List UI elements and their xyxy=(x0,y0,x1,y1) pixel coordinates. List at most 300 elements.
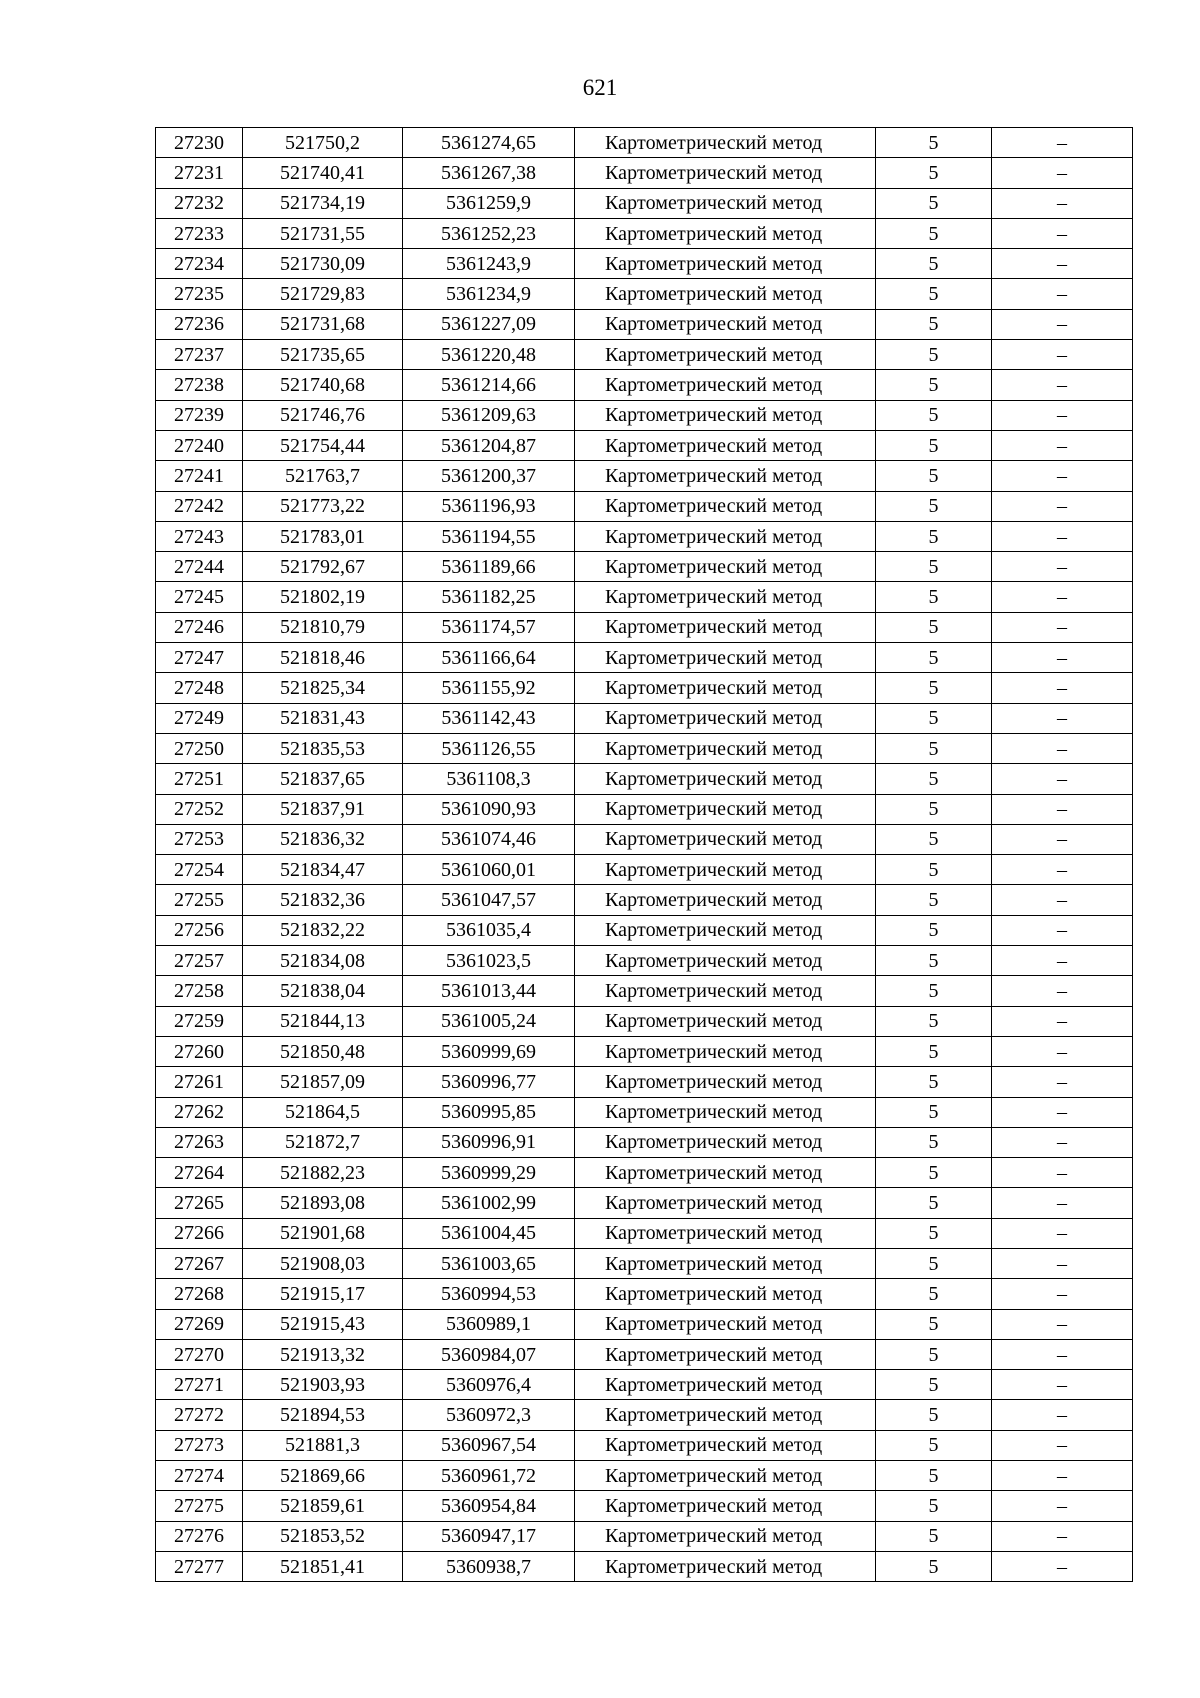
x-coordinate-cell: 521832,22 xyxy=(243,915,403,945)
description-cell: – xyxy=(992,1370,1133,1400)
point-number-cell: 27261 xyxy=(156,1067,243,1097)
point-number-cell: 27256 xyxy=(156,915,243,945)
x-coordinate-cell: 521773,22 xyxy=(243,491,403,521)
method-cell: Картометрический метод xyxy=(575,673,876,703)
description-cell: – xyxy=(992,1158,1133,1188)
table-row xyxy=(156,673,1133,703)
description-cell: – xyxy=(992,612,1133,642)
y-coordinate-cell: 5361155,92 xyxy=(403,673,575,703)
description-cell: – xyxy=(992,1006,1133,1036)
x-coordinate-cell: 521731,55 xyxy=(243,218,403,248)
description-cell: – xyxy=(992,1339,1133,1369)
x-coordinate-cell: 521750,2 xyxy=(243,128,403,158)
x-coordinate-cell: 521864,5 xyxy=(243,1097,403,1127)
accuracy-cell: 5 xyxy=(876,491,992,521)
y-coordinate-cell: 5361004,45 xyxy=(403,1218,575,1248)
point-number-cell: 27263 xyxy=(156,1127,243,1157)
table-row xyxy=(156,218,1133,248)
table-row xyxy=(156,1006,1133,1036)
method-cell: Картометрический метод xyxy=(575,1036,876,1066)
y-coordinate-cell: 5360994,53 xyxy=(403,1279,575,1309)
y-coordinate-cell: 5361274,65 xyxy=(403,128,575,158)
accuracy-cell: 5 xyxy=(876,612,992,642)
accuracy-cell: 5 xyxy=(876,1248,992,1278)
method-cell: Картометрический метод xyxy=(575,1551,876,1581)
table-row xyxy=(156,188,1133,218)
description-cell: – xyxy=(992,673,1133,703)
method-cell: Картометрический метод xyxy=(575,1521,876,1551)
accuracy-cell: 5 xyxy=(876,673,992,703)
method-cell: Картометрический метод xyxy=(575,1218,876,1248)
accuracy-cell: 5 xyxy=(876,400,992,430)
table-row xyxy=(156,1521,1133,1551)
y-coordinate-cell: 5361259,9 xyxy=(403,188,575,218)
table-row xyxy=(156,915,1133,945)
y-coordinate-cell: 5360976,4 xyxy=(403,1370,575,1400)
description-cell: – xyxy=(992,582,1133,612)
description-cell: – xyxy=(992,855,1133,885)
table-row xyxy=(156,1248,1133,1278)
accuracy-cell: 5 xyxy=(876,430,992,460)
description-cell: – xyxy=(992,430,1133,460)
accuracy-cell: 5 xyxy=(876,1279,992,1309)
x-coordinate-cell: 521834,08 xyxy=(243,946,403,976)
description-cell: – xyxy=(992,1400,1133,1430)
description-cell: – xyxy=(992,1127,1133,1157)
table-row xyxy=(156,552,1133,582)
y-coordinate-cell: 5360996,91 xyxy=(403,1127,575,1157)
method-cell: Картометрический метод xyxy=(575,1127,876,1157)
description-cell: – xyxy=(992,158,1133,188)
x-coordinate-cell: 521802,19 xyxy=(243,582,403,612)
y-coordinate-cell: 5360938,7 xyxy=(403,1551,575,1581)
x-coordinate-cell: 521893,08 xyxy=(243,1188,403,1218)
accuracy-cell: 5 xyxy=(876,976,992,1006)
description-cell: – xyxy=(992,521,1133,551)
description-cell: – xyxy=(992,643,1133,673)
point-number-cell: 27259 xyxy=(156,1006,243,1036)
point-number-cell: 27266 xyxy=(156,1218,243,1248)
point-number-cell: 27258 xyxy=(156,976,243,1006)
table-row xyxy=(156,703,1133,733)
description-cell: – xyxy=(992,1036,1133,1066)
coordinates-table-body xyxy=(156,128,1133,1582)
method-cell: Картометрический метод xyxy=(575,370,876,400)
point-number-cell: 27265 xyxy=(156,1188,243,1218)
y-coordinate-cell: 5361002,99 xyxy=(403,1188,575,1218)
y-coordinate-cell: 5360999,29 xyxy=(403,1158,575,1188)
method-cell: Картометрический метод xyxy=(575,521,876,551)
method-cell: Картометрический метод xyxy=(575,1188,876,1218)
y-coordinate-cell: 5361003,65 xyxy=(403,1248,575,1278)
point-number-cell: 27268 xyxy=(156,1279,243,1309)
accuracy-cell: 5 xyxy=(876,1461,992,1491)
point-number-cell: 27253 xyxy=(156,824,243,854)
x-coordinate-cell: 521901,68 xyxy=(243,1218,403,1248)
description-cell: – xyxy=(992,703,1133,733)
y-coordinate-cell: 5361013,44 xyxy=(403,976,575,1006)
x-coordinate-cell: 521869,66 xyxy=(243,1461,403,1491)
x-coordinate-cell: 521818,46 xyxy=(243,643,403,673)
x-coordinate-cell: 521857,09 xyxy=(243,1067,403,1097)
accuracy-cell: 5 xyxy=(876,733,992,763)
table-row xyxy=(156,1339,1133,1369)
accuracy-cell: 5 xyxy=(876,915,992,945)
y-coordinate-cell: 5360995,85 xyxy=(403,1097,575,1127)
description-cell: – xyxy=(992,400,1133,430)
table-row xyxy=(156,1430,1133,1460)
y-coordinate-cell: 5361194,55 xyxy=(403,521,575,551)
x-coordinate-cell: 521834,47 xyxy=(243,855,403,885)
point-number-cell: 27237 xyxy=(156,340,243,370)
method-cell: Картометрический метод xyxy=(575,430,876,460)
method-cell: Картометрический метод xyxy=(575,552,876,582)
table-row xyxy=(156,1551,1133,1581)
coordinates-table xyxy=(155,127,1133,1582)
table-row xyxy=(156,279,1133,309)
x-coordinate-cell: 521882,23 xyxy=(243,1158,403,1188)
x-coordinate-cell: 521832,36 xyxy=(243,885,403,915)
accuracy-cell: 5 xyxy=(876,249,992,279)
accuracy-cell: 5 xyxy=(876,1430,992,1460)
table-row xyxy=(156,400,1133,430)
accuracy-cell: 5 xyxy=(876,461,992,491)
method-cell: Картометрический метод xyxy=(575,885,876,915)
table-row xyxy=(156,1370,1133,1400)
y-coordinate-cell: 5361200,37 xyxy=(403,461,575,491)
method-cell: Картометрический метод xyxy=(575,1248,876,1278)
point-number-cell: 27242 xyxy=(156,491,243,521)
point-number-cell: 27234 xyxy=(156,249,243,279)
description-cell: – xyxy=(992,1097,1133,1127)
point-number-cell: 27236 xyxy=(156,309,243,339)
table-row xyxy=(156,491,1133,521)
method-cell: Картометрический метод xyxy=(575,340,876,370)
accuracy-cell: 5 xyxy=(876,1309,992,1339)
accuracy-cell: 5 xyxy=(876,824,992,854)
x-coordinate-cell: 521859,61 xyxy=(243,1491,403,1521)
table-row xyxy=(156,1461,1133,1491)
y-coordinate-cell: 5360989,1 xyxy=(403,1309,575,1339)
description-cell: – xyxy=(992,461,1133,491)
method-cell: Картометрический метод xyxy=(575,491,876,521)
y-coordinate-cell: 5361023,5 xyxy=(403,946,575,976)
method-cell: Картометрический метод xyxy=(575,1158,876,1188)
x-coordinate-cell: 521754,44 xyxy=(243,430,403,460)
table-row xyxy=(156,946,1133,976)
method-cell: Картометрический метод xyxy=(575,1067,876,1097)
accuracy-cell: 5 xyxy=(876,309,992,339)
description-cell: – xyxy=(992,1491,1133,1521)
x-coordinate-cell: 521731,68 xyxy=(243,309,403,339)
method-cell: Картометрический метод xyxy=(575,582,876,612)
method-cell: Картометрический метод xyxy=(575,1370,876,1400)
table-row xyxy=(156,430,1133,460)
x-coordinate-cell: 521734,19 xyxy=(243,188,403,218)
point-number-cell: 27269 xyxy=(156,1309,243,1339)
method-cell: Картометрический метод xyxy=(575,128,876,158)
point-number-cell: 27270 xyxy=(156,1339,243,1369)
y-coordinate-cell: 5360984,07 xyxy=(403,1339,575,1369)
x-coordinate-cell: 521881,3 xyxy=(243,1430,403,1460)
method-cell: Картометрический метод xyxy=(575,764,876,794)
y-coordinate-cell: 5361060,01 xyxy=(403,855,575,885)
x-coordinate-cell: 521853,52 xyxy=(243,1521,403,1551)
y-coordinate-cell: 5360967,54 xyxy=(403,1430,575,1460)
table-row xyxy=(156,1127,1133,1157)
table-row xyxy=(156,643,1133,673)
method-cell: Картометрический метод xyxy=(575,188,876,218)
description-cell: – xyxy=(992,309,1133,339)
point-number-cell: 27272 xyxy=(156,1400,243,1430)
table-row xyxy=(156,521,1133,551)
x-coordinate-cell: 521837,91 xyxy=(243,794,403,824)
y-coordinate-cell: 5361209,63 xyxy=(403,400,575,430)
y-coordinate-cell: 5360954,84 xyxy=(403,1491,575,1521)
x-coordinate-cell: 521851,41 xyxy=(243,1551,403,1581)
x-coordinate-cell: 521740,68 xyxy=(243,370,403,400)
description-cell: – xyxy=(992,128,1133,158)
y-coordinate-cell: 5361074,46 xyxy=(403,824,575,854)
accuracy-cell: 5 xyxy=(876,1067,992,1097)
accuracy-cell: 5 xyxy=(876,1006,992,1036)
y-coordinate-cell: 5361234,9 xyxy=(403,279,575,309)
method-cell: Картометрический метод xyxy=(575,1400,876,1430)
accuracy-cell: 5 xyxy=(876,885,992,915)
point-number-cell: 27249 xyxy=(156,703,243,733)
y-coordinate-cell: 5361108,3 xyxy=(403,764,575,794)
accuracy-cell: 5 xyxy=(876,1036,992,1066)
x-coordinate-cell: 521746,76 xyxy=(243,400,403,430)
description-cell: – xyxy=(992,1309,1133,1339)
point-number-cell: 27241 xyxy=(156,461,243,491)
y-coordinate-cell: 5361174,57 xyxy=(403,612,575,642)
accuracy-cell: 5 xyxy=(876,764,992,794)
table-row xyxy=(156,855,1133,885)
y-coordinate-cell: 5361227,09 xyxy=(403,309,575,339)
point-number-cell: 27264 xyxy=(156,1158,243,1188)
point-number-cell: 27252 xyxy=(156,794,243,824)
accuracy-cell: 5 xyxy=(876,128,992,158)
accuracy-cell: 5 xyxy=(876,218,992,248)
y-coordinate-cell: 5361252,23 xyxy=(403,218,575,248)
method-cell: Картометрический метод xyxy=(575,915,876,945)
x-coordinate-cell: 521740,41 xyxy=(243,158,403,188)
description-cell: – xyxy=(992,370,1133,400)
point-number-cell: 27273 xyxy=(156,1430,243,1460)
method-cell: Картометрический метод xyxy=(575,703,876,733)
point-number-cell: 27260 xyxy=(156,1036,243,1066)
table-row xyxy=(156,461,1133,491)
point-number-cell: 27247 xyxy=(156,643,243,673)
x-coordinate-cell: 521825,34 xyxy=(243,673,403,703)
table-row xyxy=(156,340,1133,370)
accuracy-cell: 5 xyxy=(876,521,992,551)
table-row xyxy=(156,1188,1133,1218)
table-row xyxy=(156,1097,1133,1127)
description-cell: – xyxy=(992,915,1133,945)
method-cell: Картометрический метод xyxy=(575,1339,876,1369)
table-row xyxy=(156,885,1133,915)
point-number-cell: 27233 xyxy=(156,218,243,248)
point-number-cell: 27275 xyxy=(156,1491,243,1521)
table-row xyxy=(156,158,1133,188)
table-row xyxy=(156,1491,1133,1521)
method-cell: Картометрический метод xyxy=(575,1097,876,1127)
x-coordinate-cell: 521783,01 xyxy=(243,521,403,551)
method-cell: Картометрический метод xyxy=(575,1279,876,1309)
y-coordinate-cell: 5361214,66 xyxy=(403,370,575,400)
y-coordinate-cell: 5361090,93 xyxy=(403,794,575,824)
description-cell: – xyxy=(992,824,1133,854)
y-coordinate-cell: 5360996,77 xyxy=(403,1067,575,1097)
description-cell: – xyxy=(992,340,1133,370)
method-cell: Картометрический метод xyxy=(575,1006,876,1036)
table-row xyxy=(156,1279,1133,1309)
accuracy-cell: 5 xyxy=(876,158,992,188)
table-row xyxy=(156,794,1133,824)
accuracy-cell: 5 xyxy=(876,1097,992,1127)
accuracy-cell: 5 xyxy=(876,1127,992,1157)
x-coordinate-cell: 521730,09 xyxy=(243,249,403,279)
accuracy-cell: 5 xyxy=(876,794,992,824)
point-number-cell: 27251 xyxy=(156,764,243,794)
x-coordinate-cell: 521915,17 xyxy=(243,1279,403,1309)
description-cell: – xyxy=(992,491,1133,521)
method-cell: Картометрический метод xyxy=(575,1491,876,1521)
x-coordinate-cell: 521735,65 xyxy=(243,340,403,370)
x-coordinate-cell: 521763,7 xyxy=(243,461,403,491)
x-coordinate-cell: 521915,43 xyxy=(243,1309,403,1339)
table-row xyxy=(156,1309,1133,1339)
description-cell: – xyxy=(992,885,1133,915)
accuracy-cell: 5 xyxy=(876,1551,992,1581)
x-coordinate-cell: 521729,83 xyxy=(243,279,403,309)
description-cell: – xyxy=(992,279,1133,309)
method-cell: Картометрический метод xyxy=(575,1430,876,1460)
accuracy-cell: 5 xyxy=(876,855,992,885)
accuracy-cell: 5 xyxy=(876,643,992,673)
table-row xyxy=(156,1218,1133,1248)
description-cell: – xyxy=(992,946,1133,976)
accuracy-cell: 5 xyxy=(876,703,992,733)
y-coordinate-cell: 5361243,9 xyxy=(403,249,575,279)
x-coordinate-cell: 521836,32 xyxy=(243,824,403,854)
method-cell: Картометрический метод xyxy=(575,158,876,188)
table-row xyxy=(156,764,1133,794)
y-coordinate-cell: 5360972,3 xyxy=(403,1400,575,1430)
point-number-cell: 27248 xyxy=(156,673,243,703)
method-cell: Картометрический метод xyxy=(575,309,876,339)
method-cell: Картометрический метод xyxy=(575,794,876,824)
method-cell: Картометрический метод xyxy=(575,461,876,491)
x-coordinate-cell: 521844,13 xyxy=(243,1006,403,1036)
x-coordinate-cell: 521913,32 xyxy=(243,1339,403,1369)
method-cell: Картометрический метод xyxy=(575,824,876,854)
description-cell: – xyxy=(992,1279,1133,1309)
x-coordinate-cell: 521831,43 xyxy=(243,703,403,733)
description-cell: – xyxy=(992,733,1133,763)
y-coordinate-cell: 5360999,69 xyxy=(403,1036,575,1066)
accuracy-cell: 5 xyxy=(876,552,992,582)
description-cell: – xyxy=(992,794,1133,824)
y-coordinate-cell: 5361220,48 xyxy=(403,340,575,370)
y-coordinate-cell: 5361005,24 xyxy=(403,1006,575,1036)
y-coordinate-cell: 5361196,93 xyxy=(403,491,575,521)
accuracy-cell: 5 xyxy=(876,946,992,976)
description-cell: – xyxy=(992,1551,1133,1581)
accuracy-cell: 5 xyxy=(876,1521,992,1551)
accuracy-cell: 5 xyxy=(876,1400,992,1430)
method-cell: Картометрический метод xyxy=(575,279,876,309)
description-cell: – xyxy=(992,249,1133,279)
x-coordinate-cell: 521792,67 xyxy=(243,552,403,582)
table-row xyxy=(156,733,1133,763)
y-coordinate-cell: 5361142,43 xyxy=(403,703,575,733)
y-coordinate-cell: 5361182,25 xyxy=(403,582,575,612)
description-cell: – xyxy=(992,1067,1133,1097)
point-number-cell: 27246 xyxy=(156,612,243,642)
method-cell: Картометрический метод xyxy=(575,400,876,430)
accuracy-cell: 5 xyxy=(876,340,992,370)
accuracy-cell: 5 xyxy=(876,1158,992,1188)
description-cell: – xyxy=(992,1430,1133,1460)
table-row xyxy=(156,1067,1133,1097)
x-coordinate-cell: 521810,79 xyxy=(243,612,403,642)
point-number-cell: 27262 xyxy=(156,1097,243,1127)
description-cell: – xyxy=(992,1218,1133,1248)
accuracy-cell: 5 xyxy=(876,1339,992,1369)
method-cell: Картометрический метод xyxy=(575,1461,876,1491)
point-number-cell: 27276 xyxy=(156,1521,243,1551)
x-coordinate-cell: 521872,7 xyxy=(243,1127,403,1157)
description-cell: – xyxy=(992,188,1133,218)
table-row xyxy=(156,612,1133,642)
method-cell: Картометрический метод xyxy=(575,733,876,763)
x-coordinate-cell: 521850,48 xyxy=(243,1036,403,1066)
point-number-cell: 27239 xyxy=(156,400,243,430)
accuracy-cell: 5 xyxy=(876,188,992,218)
table-row xyxy=(156,1158,1133,1188)
point-number-cell: 27231 xyxy=(156,158,243,188)
table-row xyxy=(156,370,1133,400)
description-cell: – xyxy=(992,552,1133,582)
point-number-cell: 27245 xyxy=(156,582,243,612)
page-number: 621 xyxy=(582,75,618,100)
table-row xyxy=(156,309,1133,339)
accuracy-cell: 5 xyxy=(876,1218,992,1248)
accuracy-cell: 5 xyxy=(876,1188,992,1218)
y-coordinate-cell: 5361047,57 xyxy=(403,885,575,915)
description-cell: – xyxy=(992,1248,1133,1278)
method-cell: Картометрический метод xyxy=(575,855,876,885)
table-row xyxy=(156,824,1133,854)
point-number-cell: 27274 xyxy=(156,1461,243,1491)
description-cell: – xyxy=(992,218,1133,248)
point-number-cell: 27240 xyxy=(156,430,243,460)
method-cell: Картометрический метод xyxy=(575,946,876,976)
table-row xyxy=(156,249,1133,279)
method-cell: Картометрический метод xyxy=(575,643,876,673)
description-cell: – xyxy=(992,764,1133,794)
method-cell: Картометрический метод xyxy=(575,249,876,279)
point-number-cell: 27232 xyxy=(156,188,243,218)
x-coordinate-cell: 521837,65 xyxy=(243,764,403,794)
y-coordinate-cell: 5361126,55 xyxy=(403,733,575,763)
point-number-cell: 27277 xyxy=(156,1551,243,1581)
point-number-cell: 27243 xyxy=(156,521,243,551)
y-coordinate-cell: 5361267,38 xyxy=(403,158,575,188)
